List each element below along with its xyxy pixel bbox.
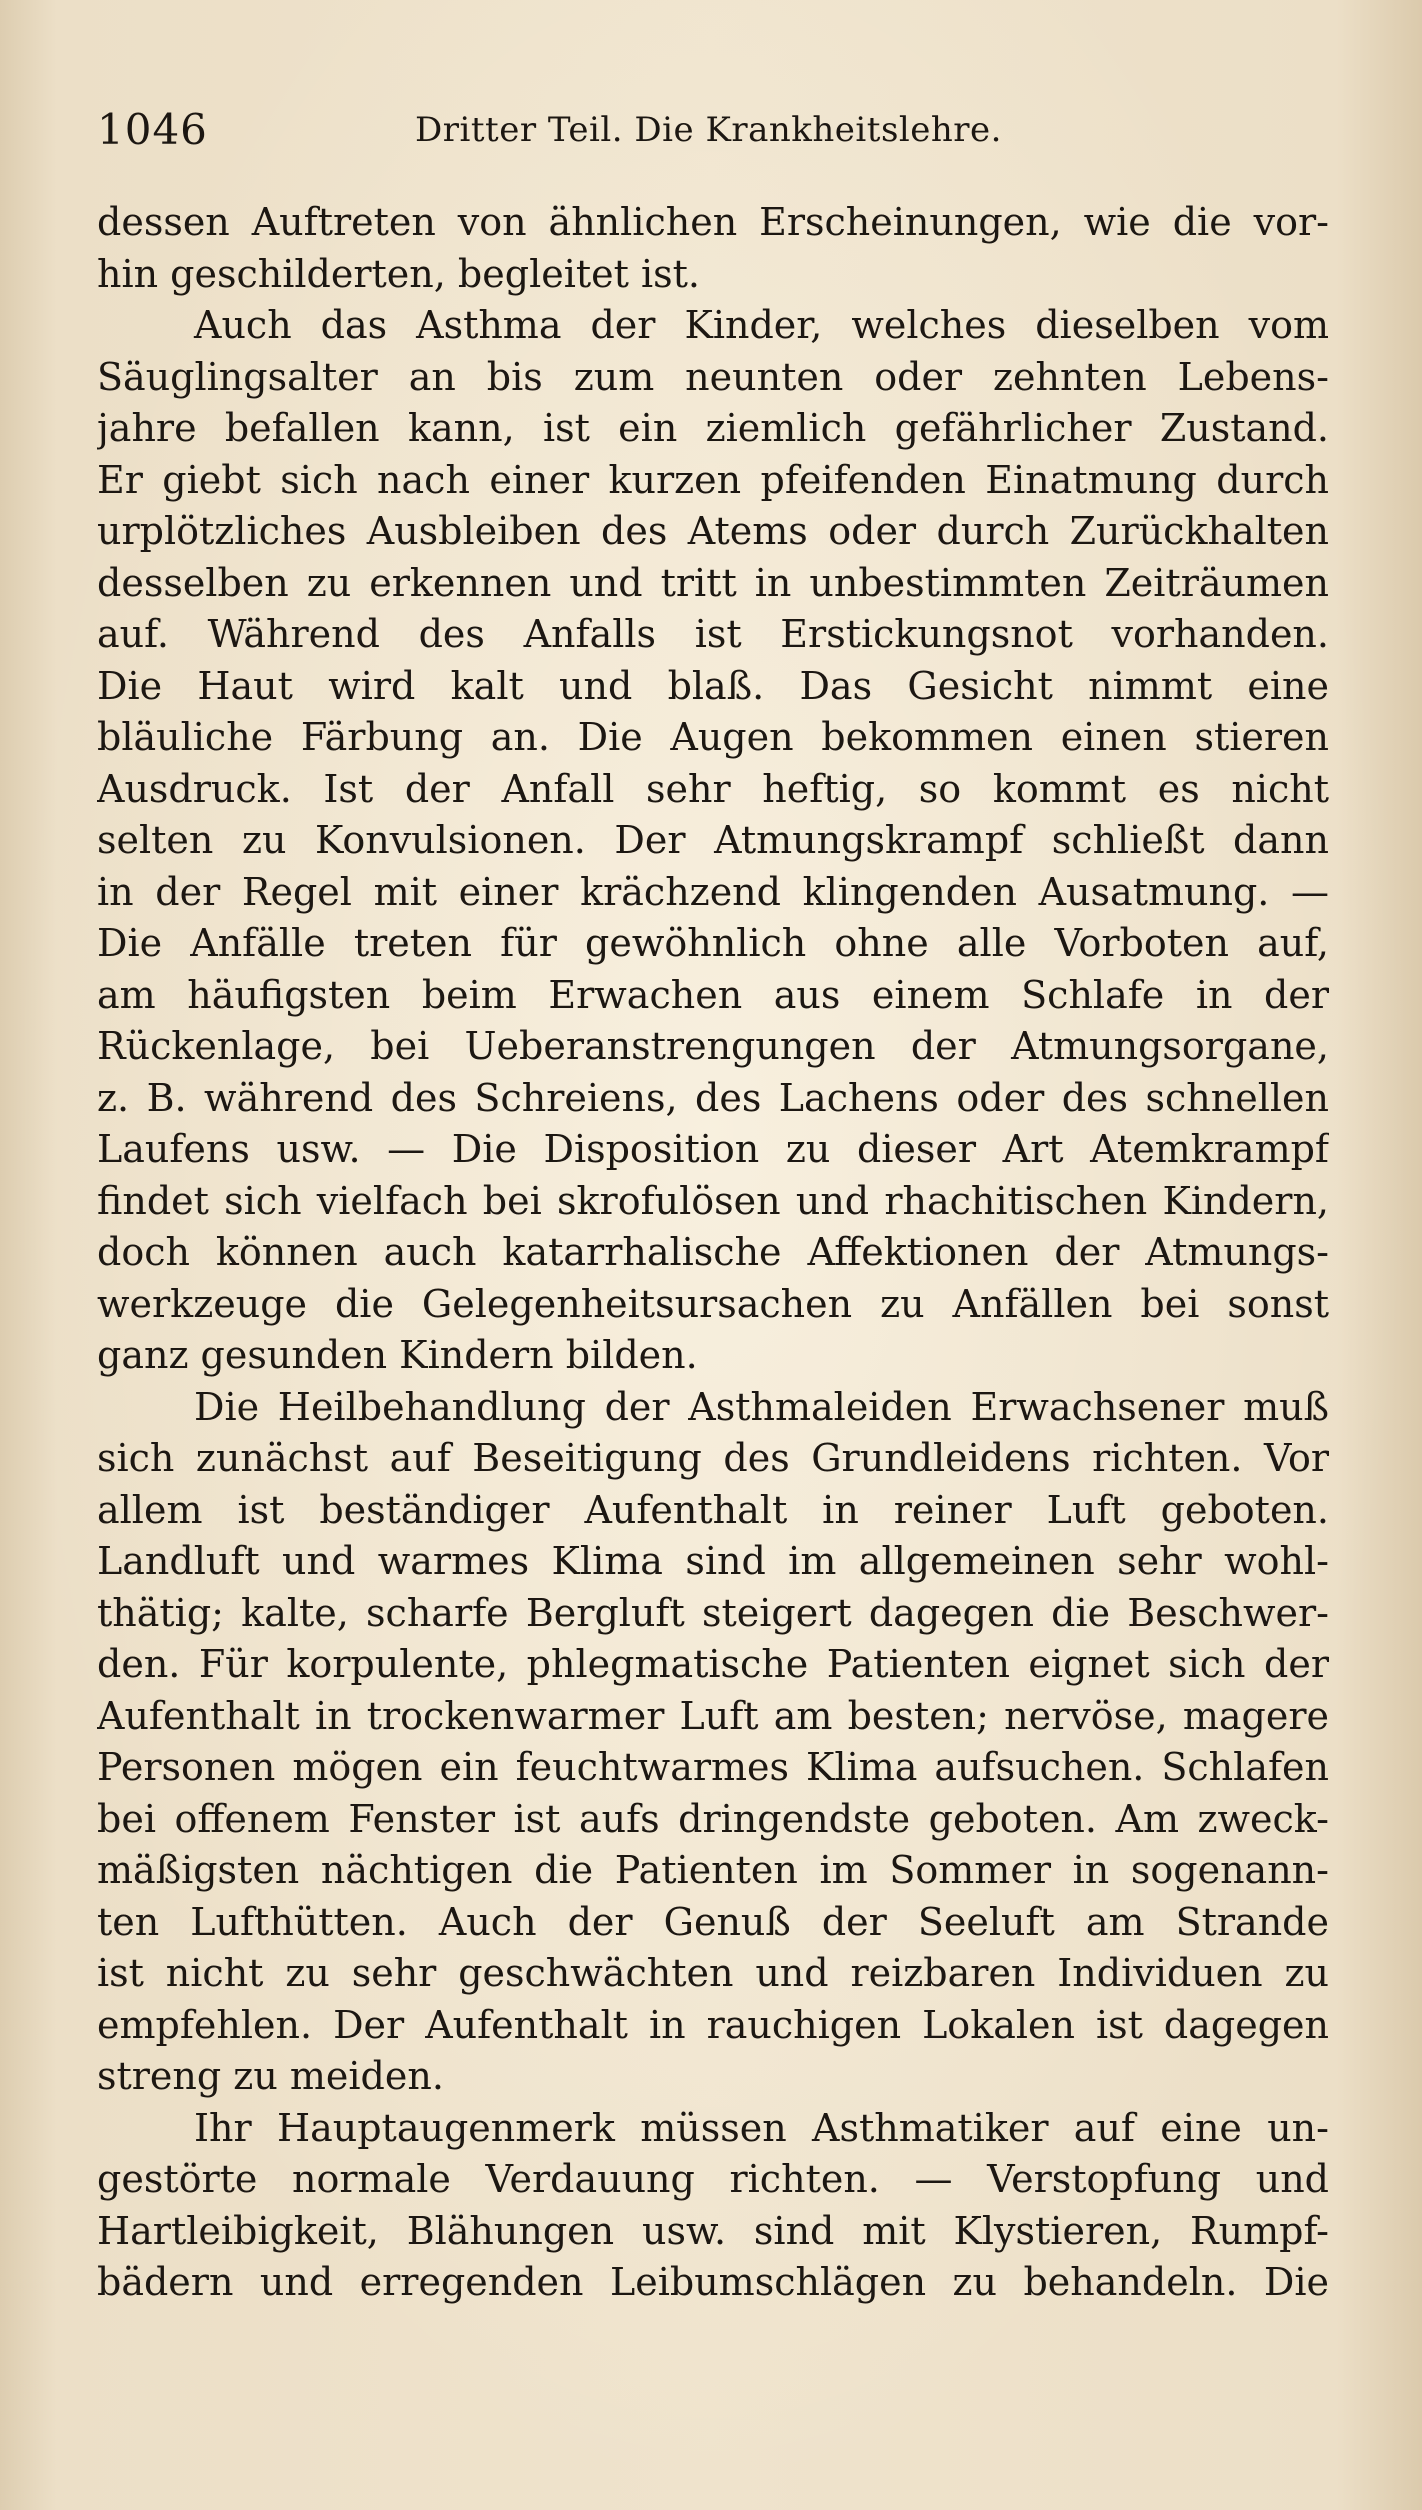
text-line: Aufenthalt in trockenwarmer Luft am besten; nervöse, magere	[97, 1693, 1329, 1738]
body-text	[97, 197, 1329, 2309]
text-line: Personen mögen ein feuchtwarmes Klima aufsuchen. Schlafen	[97, 1745, 1329, 1789]
text-line: ist nicht zu sehr geschwächten und reizbaren Individuen zu	[97, 1951, 1329, 1995]
text-line: in der Regel mit einer krächzend klingenden Ausatmung. —	[97, 869, 1329, 914]
text-line: thätig; kalte, scharfe Bergluft steigert dagegen die Beschwer-	[97, 1590, 1329, 1635]
text-line: am häufigsten beim Erwachen aus einem Schlafe in der	[97, 972, 1329, 1017]
text-line: Die Anfälle treten für gewöhnlich ohne alle Vorboten auf,	[97, 921, 1329, 965]
text-line: den. Für korpulente, phlegmatische Patienten eignet sich der	[97, 1642, 1329, 1686]
text-line: ganz gesunden Kindern bilden.	[97, 1333, 698, 1377]
text-line: doch können auch katarrhalische Affektionen der Atmungs-	[97, 1230, 1329, 1274]
text-line: ten Lufthütten. Auch der Genuß der Seeluft am Strande	[97, 1899, 1329, 1944]
text-line: urplötzliches Ausbleiben des Atems oder durch Zurückhalten	[97, 509, 1329, 553]
text-line: Ausdruck. Ist der Anfall sehr heftig, so kommt es nicht	[97, 766, 1329, 811]
text-line: Er giebt sich nach einer kurzen pfeifenden Einatmung durch	[97, 457, 1329, 502]
text-line: z. B. während des Schreiens, des Lachens oder des schnellen	[97, 1075, 1329, 1120]
text-line: mäßigsten nächtigen die Patienten im Sommer in sogenann-	[97, 1848, 1329, 1892]
text-line: auf. Während des Anfalls ist Erstickungsnot vorhanden.	[97, 612, 1329, 656]
text-line: allem ist beständiger Aufenthalt in reiner Luft geboten.	[97, 1487, 1329, 1532]
text-line: bädern und erregenden Leibumschlägen zu behandeln. Die	[97, 2260, 1329, 2304]
text-line: jahre befallen kann, ist ein ziemlich gefährlicher Zustand.	[97, 406, 1329, 450]
text-line: Laufens usw. — Die Disposition zu dieser Art Atemkrampf	[97, 1127, 1329, 1171]
running-head: Dritter Teil. Die Krankheitslehre.	[415, 110, 1002, 150]
text-line: Die Heilbehandlung der Asthmaleiden Erwachsener muß	[194, 1384, 1329, 1429]
text-line: bläuliche Färbung an. Die Augen bekommen einen stieren	[97, 715, 1329, 759]
text-line: bei offenem Fenster ist aufs dringendste geboten. Am zweck-	[97, 1796, 1329, 1841]
text-line: Ihr Hauptaugenmerk müssen Asthmatiker auf eine un-	[194, 2105, 1329, 2150]
text-line: sich zunächst auf Beseitigung des Grundleidens richten. Vor	[97, 1436, 1329, 1480]
text-line: Landluft und warmes Klima sind im allgemeinen sehr wohl-	[97, 1539, 1329, 1583]
text-line: gestörte normale Verdauung richten. — Verstopfung und	[97, 2157, 1329, 2201]
text-line: werkzeuge die Gelegenheitsursachen zu Anfällen bei sonst	[97, 1281, 1329, 1326]
text-line: findet sich vielfach bei skrofulösen und rhachitischen Kindern,	[97, 1178, 1329, 1223]
page-number: 1046	[97, 105, 208, 154]
text-line: streng zu meiden.	[97, 2054, 444, 2098]
text-line: Rückenlage, bei Ueberanstrengungen der Atmungsorgane,	[97, 1024, 1329, 1068]
text-line: Auch das Asthma der Kinder, welches dieselben vom	[194, 303, 1329, 347]
text-line: dessen Auftreten von ähnlichen Erscheinungen, wie die vor-	[97, 200, 1329, 244]
text-line: hin geschilderten, begleitet ist.	[97, 251, 700, 296]
text-line: Säuglingsalter an bis zum neunten oder zehnten Lebens-	[97, 354, 1329, 399]
text-line: Hartleibigkeit, Blähungen usw. sind mit Klystieren, Rumpf-	[97, 2208, 1329, 2253]
text-line: Die Haut wird kalt und blaß. Das Gesicht nimmt eine	[97, 663, 1329, 708]
text-line: empfehlen. Der Aufenthalt in rauchigen Lokalen ist dagegen	[97, 2002, 1329, 2047]
text-line: desselben zu erkennen und tritt in unbestimmten Zeiträumen	[97, 560, 1329, 605]
text-line: selten zu Konvulsionen. Der Atmungskrampf schließt dann	[97, 818, 1329, 862]
page-header	[97, 100, 1327, 160]
